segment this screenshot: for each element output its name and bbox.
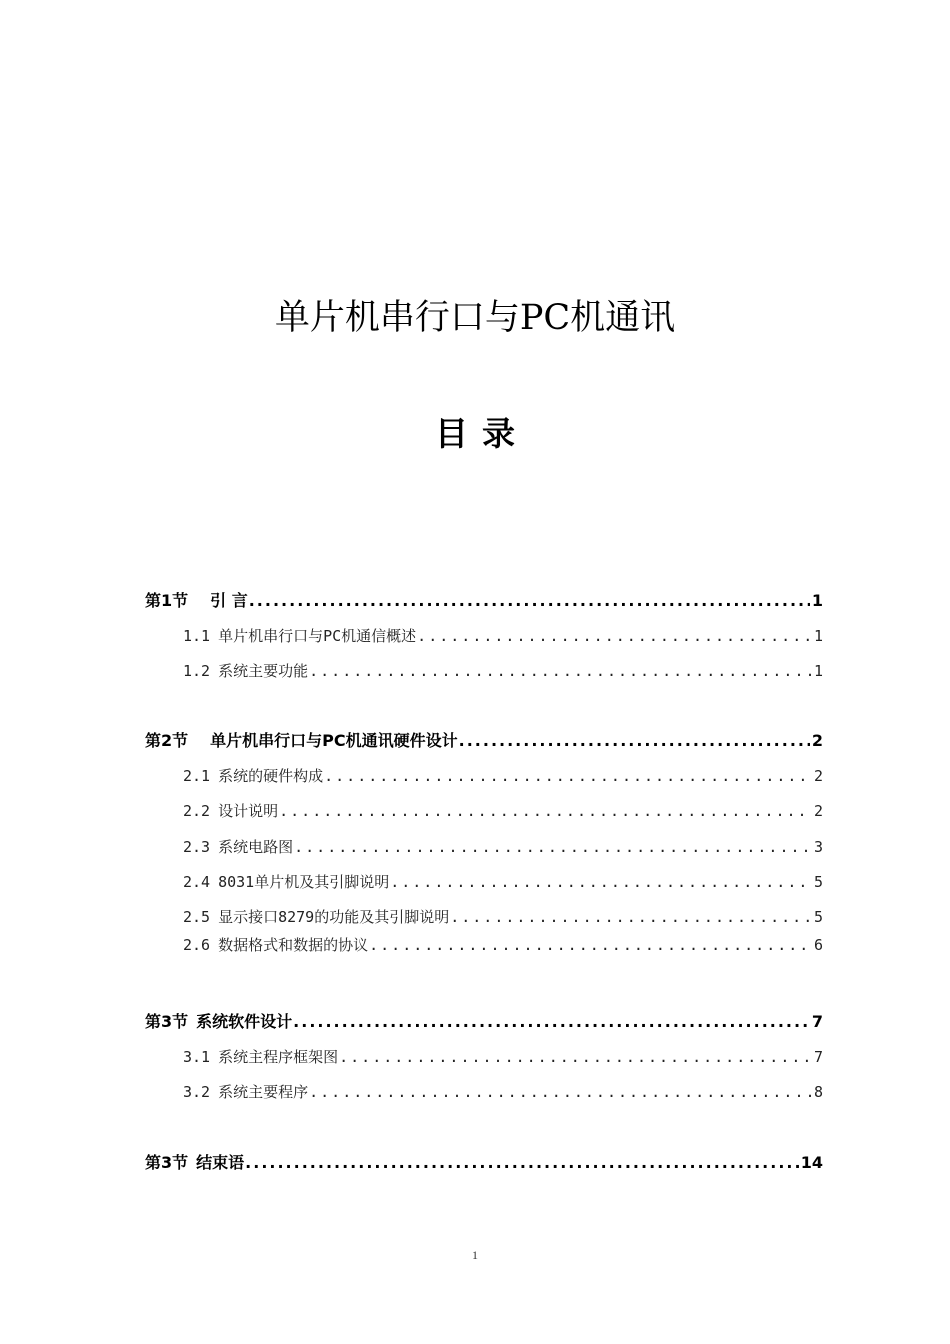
toc-entry-section-conclusion[interactable]: [145, 1151, 823, 1175]
toc-entry-2-5[interactable]: [183, 905, 823, 929]
toc-entry-label: 单片机串行口与PC机通讯硬件设计: [210, 731, 458, 750]
toc-entry-label: 数据格式和数据的协议: [218, 936, 369, 954]
toc-entry-label: 系统软件设计: [196, 1012, 293, 1031]
toc-entry-page: 5: [813, 908, 823, 926]
toc-entry-number: 2.4: [183, 873, 211, 891]
toc-entry-label: 8031单片机及其引脚说明: [218, 873, 390, 891]
toc-entry-label: 系统电路图: [218, 838, 294, 856]
toc-entry-page: 5: [813, 873, 823, 891]
toc-entry-label: 系统主要功能: [218, 662, 309, 680]
toc-entry-number: 3.2: [183, 1083, 211, 1101]
toc-entry-page: 1: [813, 662, 823, 680]
toc-leader-dots: [249, 589, 810, 613]
toc-entry-label: 结束语: [196, 1153, 245, 1172]
toc-leader-dots: [339, 1045, 812, 1069]
toc-entry-section-1[interactable]: [145, 589, 823, 613]
toc-entry-number: 2.1: [183, 767, 211, 785]
toc-entry-number: 第3节: [145, 1153, 189, 1172]
toc-entry-2-2[interactable]: [183, 799, 823, 823]
toc-leader-dots: [450, 905, 812, 929]
toc-entry-page: 1: [811, 591, 823, 610]
toc-entry-1-1[interactable]: [183, 624, 823, 648]
toc-entry-page: 8: [813, 1083, 823, 1101]
toc-entry-number: 1.1: [183, 627, 211, 645]
toc-entry-page: 7: [813, 1048, 823, 1066]
toc-entry-number: 第3节: [145, 1012, 189, 1031]
toc-entry-label: 设计说明: [218, 802, 279, 820]
toc-entry-page: 14: [800, 1153, 823, 1172]
toc-leader-dots: [309, 1080, 812, 1104]
toc-entry-number: 2.5: [183, 908, 211, 926]
toc-leader-dots: [294, 835, 812, 859]
toc-entry-number: 1.2: [183, 662, 211, 680]
toc-leader-dots: [293, 1010, 810, 1034]
toc-entry-page: 7: [811, 1012, 823, 1031]
toc-entry-section-3[interactable]: [145, 1010, 823, 1034]
toc-entry-label: 系统的硬件构成: [218, 767, 324, 785]
toc-entry-section-2[interactable]: [145, 729, 823, 753]
toc-entry-number: 2.6: [183, 936, 211, 954]
page-number: 1: [472, 1248, 478, 1262]
toc-entry-number: 2.2: [183, 802, 211, 820]
toc-entry-label: 单片机串行口与PC机通信概述: [218, 627, 417, 645]
toc-leader-dots: [417, 624, 812, 648]
toc-entry-page: 2: [813, 767, 823, 785]
toc-entry-2-1[interactable]: [183, 764, 823, 788]
toc-leader-dots: [369, 933, 812, 957]
toc-entry-2-4[interactable]: [183, 870, 823, 894]
toc-entry-3-2[interactable]: [183, 1080, 823, 1104]
toc-entry-number: 第1节: [145, 591, 189, 610]
toc-leader-dots: [279, 799, 812, 823]
toc-entry-1-2[interactable]: [183, 659, 823, 683]
toc-entry-number: 3.1: [183, 1048, 211, 1066]
toc-entry-number: 2.3: [183, 838, 211, 856]
toc-entry-page: 3: [813, 838, 823, 856]
toc-leader-dots: [324, 764, 812, 788]
toc-entry-label: 引 言: [210, 591, 248, 610]
document-title: 单片机串行口与PC机通讯: [274, 298, 676, 338]
toc-entry-2-3[interactable]: [183, 835, 823, 859]
toc-entry-label: 显示接口8279的功能及其引脚说明: [218, 908, 450, 926]
toc-entry-page: 1: [813, 627, 823, 645]
toc-entry-label: 系统主要程序: [218, 1083, 309, 1101]
toc-entry-page: 2: [813, 802, 823, 820]
toc-entry-label: 系统主程序框架图: [218, 1048, 339, 1066]
toc-entry-2-6[interactable]: [183, 933, 823, 957]
toc-entry-3-1[interactable]: [183, 1045, 823, 1069]
toc-leader-dots: [459, 729, 810, 753]
toc-leader-dots: [309, 659, 812, 683]
toc-entry-number: 第2节: [145, 731, 189, 750]
toc-leader-dots: [390, 870, 812, 894]
toc-entry-page: 2: [811, 731, 823, 750]
toc-entry-page: 6: [813, 936, 823, 954]
toc-leader-dots: [245, 1151, 799, 1175]
toc-heading: 目录: [435, 414, 529, 453]
